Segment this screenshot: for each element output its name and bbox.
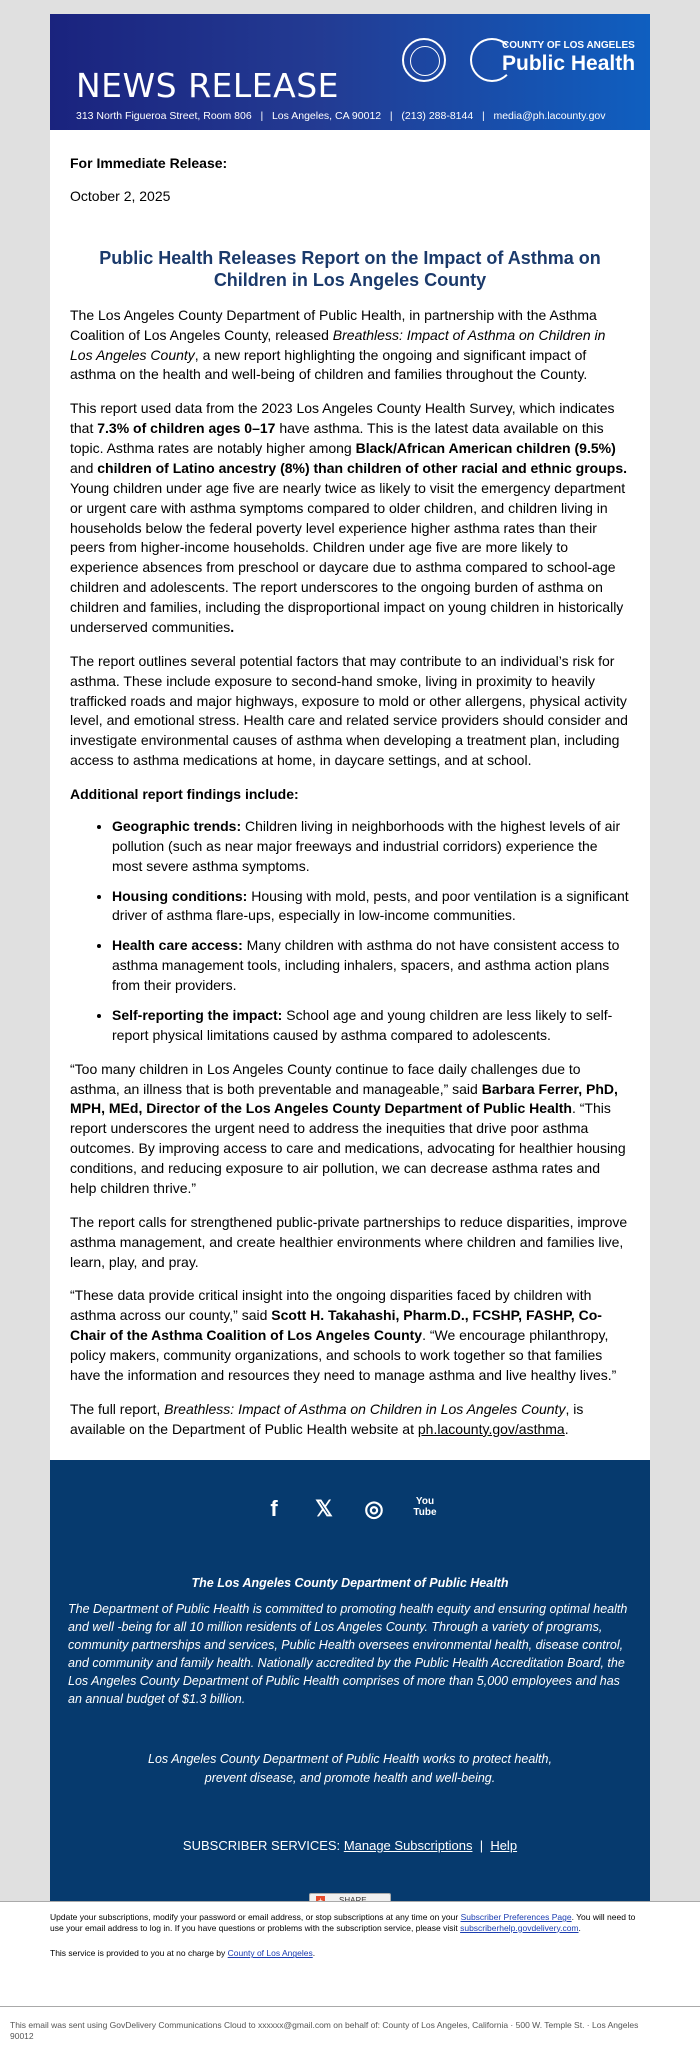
separator: | (389, 110, 393, 122)
service-info (50, 1948, 650, 1958)
paragraph-factors: The report outlines several potential factors that may contribute to an individual’s risk for asthma. These include exposure to second-hand smoke, living in proximity to heavily trafficked roads and major highways, exposure to mold or other allergens, physical activity level, and emotional stress. Health care and related service providers should consider and investigate environmental causes of asthma when developing a treatment plan, including access to asthma medications at home, in daycare settings, and at school. (70, 652, 628, 769)
speaker-name: Barbara Ferrer, PhD, MPH, MEd, Director of the Los Angeles County Department of Public Health (70, 1080, 618, 1117)
youtube-text: You (415, 1495, 435, 1507)
finding-text: Many children with asthma do not have consistent access to asthma management tools, including inhalers, spacers, and asthma action plans from their providers. (112, 937, 620, 993)
list-item (112, 817, 630, 877)
paragraph-full-report (70, 1400, 630, 1440)
help-link[interactable]: Help (490, 1837, 518, 1853)
report-title: Breathless: Impact of Asthma on Children in Los Angeles County (70, 326, 606, 363)
release-content (50, 154, 650, 1460)
footer-mission (68, 1750, 632, 1788)
divider (0, 2006, 700, 2007)
text: This service is provided to you at no charge by (50, 1948, 228, 1959)
text: “These data provide critical insight into the ongoing disparities faced by children with asthma across our county,” said (70, 1287, 592, 1324)
paragraph-partnerships: The report calls for strengthened public-private partnerships to reduce disparities, improve asthma management, and create healthier environments where children and families live, learn, play, and pray. (70, 1213, 628, 1270)
list-item (112, 887, 630, 927)
findings-list (112, 817, 630, 1046)
footer (50, 1460, 650, 1932)
paragraph-intro (70, 306, 630, 386)
text: , a new report highlighting the ongoing and significant impact of asthma on the health and well-being of children and families throughout the County. (70, 346, 588, 383)
findings-heading: Additional report findings include: (70, 786, 299, 802)
mission-line: Los Angeles County Department of Public Health works to protect health, (148, 1752, 552, 1767)
facebook-icon[interactable]: f (270, 1495, 278, 1521)
asthma-report-link[interactable]: ph.lacounty.gov/asthma (417, 1420, 565, 1437)
text: Update your subscriptions, modify your password or email address, or stop subscriptions at any time on your (50, 1912, 461, 1922)
news-release-banner (50, 14, 650, 130)
headline: Public Health Releases Report on the Impact of Asthma on Children in Los Angeles County (99, 247, 601, 291)
finding-label: Health care access: (112, 937, 243, 954)
speaker-name: Scott H. Takahashi, Pharm.D., FCSHP, FASHP, Co-Chair of the Asthma Coalition of Los Angeles County (70, 1307, 602, 1344)
list-item (112, 1006, 630, 1046)
paragraph-data (70, 399, 630, 638)
banner-address: 313 North Figueroa Street, Room 806 (76, 110, 252, 122)
text: This report used data from the 2023 Los Angeles County Health Survey, which indicates that (70, 400, 615, 437)
text: The Los Angeles County Department of Public Health, in partnership with the Asthma Coalition of Los Angeles County, released (70, 306, 597, 343)
text: . You will need to use your email address to log in. If you have questions or problems with the subscription service, please visit (50, 1912, 636, 1933)
text: “Too many children in Los Angeles County continue to face daily challenges due to asthma, an illness that is both preventable and manageable,” said (70, 1060, 581, 1097)
finding-label: Geographic trends: (112, 817, 242, 834)
banner-phone: (213) 288-8144 (401, 110, 474, 122)
finding-text: School age and young children are less likely to self-report physical limitations caused by asthma compared to adolescents. (112, 1006, 613, 1043)
text: Young children under age five are nearly twice as likely to visit the emergency department or urgent care with asthma symptoms compared to older children, and children living in households below the federal poverty level experience higher asthma rates than their peers from higher-income households. Children under age five are more likely to experience absences from preschool or daycare due to asthma compared to school-age children and adolescents. The report underscores to the ongoing burden of asthma on children and families, including the disproportional impact on young children in historically underserved communities (70, 479, 626, 635)
text: have asthma. This is the latest data available on this topic. Asthma rates are notably higher among (70, 420, 604, 456)
mission-line: prevent disease, and promote health and well-being. (204, 1771, 496, 1785)
separator: | (260, 110, 264, 122)
banner-email: media@ph.lacounty.gov (493, 110, 606, 122)
finding-text: Housing with mold, pests, and poor ventilation is a significant driver of asthma flare-ups, especially in low-income communities. (112, 887, 629, 924)
banner-contact (76, 110, 606, 122)
text: . (564, 1420, 569, 1437)
county-seal-icon (402, 38, 446, 82)
youtube-text: Tube (413, 1506, 437, 1518)
stat-black: Black/African American children (9.5%) (355, 440, 616, 456)
subscriber-services (68, 1838, 632, 1853)
govdelivery-footer (0, 1901, 700, 2060)
footer-org-title: The Los Angeles County Department of Public Health (191, 1575, 509, 1590)
manage-subscriptions-link[interactable]: Manage Subscriptions (343, 1837, 473, 1853)
finding-label: Self-reporting the impact: (112, 1006, 283, 1023)
county-link[interactable]: County of Los Angeles (227, 1948, 313, 1959)
subscriber-label: SUBSCRIBER SERVICES: (182, 1837, 341, 1853)
logo-county-text: COUNTY OF LOS ANGELES (502, 40, 635, 51)
email-container (50, 14, 650, 1932)
separator: | (481, 110, 485, 122)
text: . (312, 1948, 316, 1959)
stat-overall: 7.3% of children ages 0–17 (97, 420, 276, 437)
banner-title: NEWS RELEASE (76, 66, 339, 105)
text: . “This report underscores the urgent need to address the inequities that drive poor asthma outcomes. By improving access to care and medications, advocating for healthier housing conditions, and reducing exposure to air pollution, we can decrease asthma rates and help children thrive.” (70, 1100, 626, 1196)
subscription-info (50, 1912, 650, 1933)
text: The full report, (70, 1400, 165, 1417)
separator: | (479, 1837, 484, 1853)
text: , is available on the Department of Public Health website at (70, 1400, 584, 1437)
text: . (230, 618, 235, 635)
list-item (112, 936, 630, 996)
subscriber-help-link[interactable]: subscriberhelp.govdelivery.com (460, 1922, 579, 1933)
logo-name-text: Public Health (502, 52, 636, 75)
banner-city: Los Angeles, CA 90012 (271, 110, 382, 122)
release-date: October 2, 2025 (70, 187, 171, 204)
footer-about: The Department of Public Health is committed to promoting health equity and ensuring optimal health and well -being for all 10 million residents of Los Angeles County. Through a variety of programs, community partnerships and services, Public Health oversees environmental health, disease control, and community and family health. Nationally accredited by the Public Health Accreditation Board, the Los Angeles County Department of Public Health comprises of more than 5,000 employees and has an annual budget of $1.3 billion. (68, 1601, 628, 1707)
sent-info: This email was sent using GovDelivery Communications Cloud to xxxxxx@gmail.com on behalf of: County of Los Angeles, California · 500 W. Temple St. · Los Angeles 90012 (10, 2020, 639, 2042)
text: . “We encourage philanthropy, policy makers, community organizations, and schools to work together so that families have the information and resources they need to manage asthma and live healthy lives.” (70, 1327, 617, 1383)
quote-ferrer (70, 1060, 630, 1199)
twitter-icon[interactable]: 𝕏 (315, 1495, 333, 1521)
stat-latino: children of Latino ancestry (8%) than children of other racial and ethnic groups. (97, 459, 627, 476)
finding-label: Housing conditions: (112, 887, 248, 904)
text: . (578, 1922, 581, 1933)
quote-takahashi (70, 1286, 630, 1385)
youtube-icon[interactable] (411, 1496, 439, 1522)
social-links (68, 1494, 632, 1524)
divider (0, 1901, 700, 1902)
subscriber-preferences-link[interactable]: Subscriber Preferences Page (460, 1912, 572, 1922)
report-title: Breathless: Impact of Asthma on Children in Los Angeles County (164, 1400, 566, 1417)
instagram-icon[interactable]: ◎ (364, 1495, 384, 1521)
finding-text: Children living in neighborhoods with the highest levels of air pollution (such as near major freeways and industrial corridors) experience the most severe asthma symptoms. (112, 817, 621, 874)
text: and (70, 459, 98, 476)
release-label: For Immediate Release: (70, 155, 228, 171)
